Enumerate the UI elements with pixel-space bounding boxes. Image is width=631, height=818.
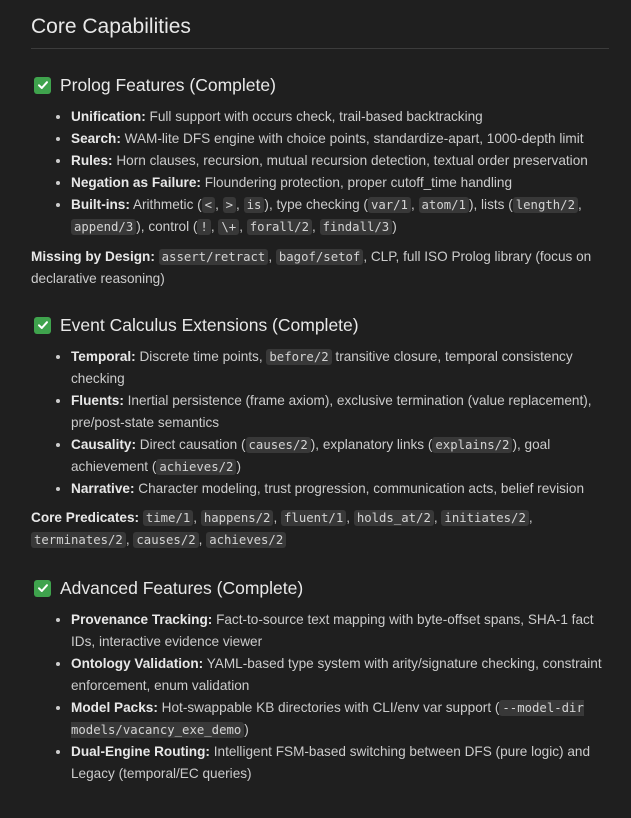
paragraph-label: Missing by Design: — [31, 249, 155, 264]
item-label: Unification: — [71, 109, 146, 124]
item-label: Rules: — [71, 153, 113, 168]
list-item: • Built-ins: Arithmetic ( < , > , is ), type checking ( var/1 , atom/1 ), lists ( length/2 , append/3 ), control ( ! , \+ , forall/2 , findall/3 ) — [71, 194, 609, 238]
list-item — [71, 150, 609, 172]
inline-code: atom/1 — [419, 197, 469, 213]
inline-code: fluent/1 — [281, 510, 346, 526]
check-mark-button-icon — [34, 580, 51, 597]
item-label: Built-ins: — [71, 197, 130, 212]
advanced-feature-list — [31, 609, 609, 785]
list-item: • Fluents: Inertial persistence (frame axiom), exclusive termination (value replacement), pre/post-state semantics — [71, 390, 609, 434]
page-title: Core Capabilities — [31, 12, 609, 49]
item-label: Causality: — [71, 437, 136, 452]
section-heading-advanced — [31, 575, 609, 601]
inline-code: > — [223, 197, 236, 213]
list-item: • Ontology Validation: YAML-based type system with arity/signature checking, constraint enforcement, enum validation — [71, 653, 609, 697]
inline-code: < — [202, 197, 215, 213]
list-item: • Model Packs: Hot-swappable KB directories with CLI/env var support ( --model-dir models/vacancy_exe_demo ) — [71, 697, 609, 741]
item-text: Floundering protection, proper cutoff_time handling — [204, 175, 513, 190]
item-text: Horn clauses, recursion, mutual recursion detection, textual order preservation — [116, 153, 588, 168]
list-item — [71, 128, 609, 150]
inline-code: ! — [197, 219, 210, 235]
section-heading-event-calculus — [31, 312, 609, 338]
item-label: Search: — [71, 131, 121, 146]
section-heading-text: Event Calculus Extensions (Complete) — [60, 315, 359, 335]
inline-code: assert/retract — [159, 249, 269, 265]
inline-code: is — [244, 197, 265, 213]
item-label: Provenance Tracking: — [71, 612, 213, 627]
inline-code: terminates/2 — [31, 532, 126, 548]
paragraph-label: Core Predicates: — [31, 510, 140, 525]
prolog-feature-list — [31, 106, 609, 238]
item-text: Full support with occurs check, trail-based backtracking — [149, 109, 483, 124]
inline-code: causes/2 — [246, 437, 311, 453]
inline-code: causes/2 — [133, 532, 198, 548]
inline-code: findall/3 — [320, 219, 393, 235]
inline-code: explains/2 — [432, 437, 512, 453]
check-mark-button-icon — [34, 317, 51, 334]
inline-code: \+ — [218, 219, 239, 235]
inline-code: holds_at/2 — [354, 510, 434, 526]
item-label: Negation as Failure: — [71, 175, 201, 190]
list-item — [71, 106, 609, 128]
inline-code: happens/2 — [201, 510, 274, 526]
section-heading-text: Advanced Features (Complete) — [60, 578, 304, 598]
item-label: Temporal: — [71, 349, 136, 364]
item-text: WAM-lite DFS engine with choice points, standardize-apart, 1000-depth limit — [124, 131, 584, 146]
event-calculus-list — [31, 346, 609, 500]
inline-code: achieves/2 — [156, 459, 236, 475]
list-item: • Provenance Tracking: Fact-to-source text mapping with byte-offset spans, SHA-1 fact IDs, interactive evidence viewer — [71, 609, 609, 653]
check-mark-button-icon — [34, 77, 51, 94]
inline-code: append/3 — [71, 219, 136, 235]
list-item: • Causality: Direct causation ( causes/2 ), explanatory links ( explains/2 ), goal achievement ( achieves/2 ) — [71, 434, 609, 478]
missing-by-design-paragraph: Missing by Design: assert/retract , bagof/setof , CLP, full ISO Prolog library (focus on declarative reasoning) — [31, 249, 592, 286]
section-heading-text: Prolog Features (Complete) — [60, 75, 276, 95]
inline-code: var/1 — [368, 197, 411, 213]
inline-code: --model-dir models/vacancy_exe_demo — [71, 701, 584, 737]
item-label: Model Packs: — [71, 700, 158, 715]
list-item — [71, 172, 609, 194]
inline-code: initiates/2 — [441, 510, 528, 526]
item-label: Fluents: — [71, 393, 124, 408]
core-predicates-paragraph: Core Predicates: time/1 , happens/2 , fluent/1 , holds_at/2 , initiates/2 , terminates/2 , causes/2 , achieves/2 — [31, 510, 533, 547]
item-label: Narrative: — [71, 481, 135, 496]
inline-code: bagof/setof — [276, 249, 363, 265]
inline-code: time/1 — [143, 510, 193, 526]
list-item: • Dual-Engine Routing: Intelligent FSM-based switching between DFS (pure logic) and Legacy (temporal/EC queries) — [71, 741, 609, 785]
list-item: • Narrative: Character modeling, trust progression, communication acts, belief revision — [71, 478, 609, 500]
item-label: Dual-Engine Routing: — [71, 744, 210, 759]
section-heading-prolog — [31, 72, 609, 98]
inline-code: before/2 — [266, 349, 331, 365]
list-item: • Temporal: Discrete time points, before/2 transitive closure, temporal consistency checking — [71, 346, 609, 390]
inline-code: length/2 — [513, 197, 578, 213]
inline-code: achieves/2 — [206, 532, 286, 548]
item-label: Ontology Validation: — [71, 656, 204, 671]
inline-code: forall/2 — [247, 219, 312, 235]
